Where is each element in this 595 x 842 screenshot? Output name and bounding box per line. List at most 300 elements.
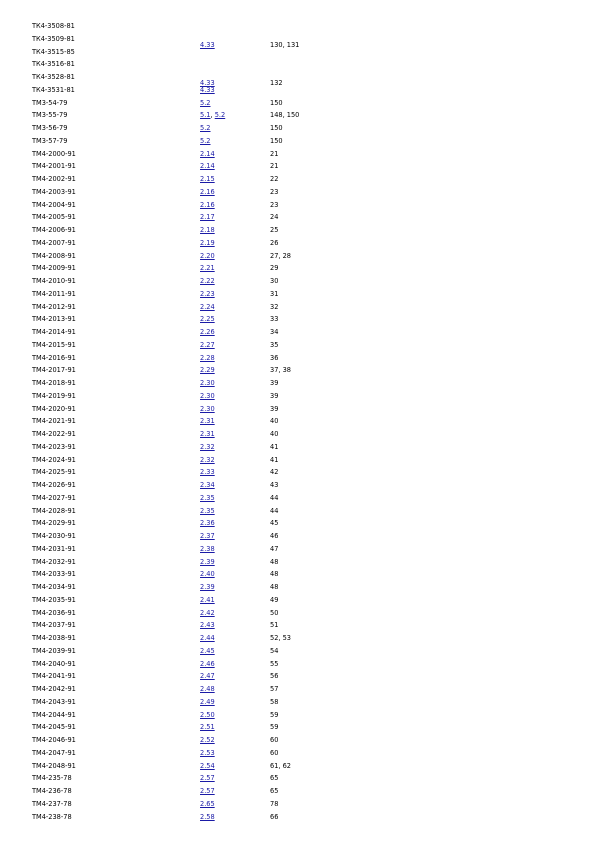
section-refs [200, 352, 215, 365]
standard-code: ТМ4-2046-91 [32, 736, 76, 744]
standard-code: ТМ4-2043-91 [32, 697, 76, 706]
section-refs [200, 798, 215, 811]
index-row [32, 772, 352, 785]
section-link[interactable]: 2.58 [200, 812, 215, 821]
index-row [32, 97, 352, 110]
section-refs [200, 543, 215, 556]
section-refs [200, 122, 211, 135]
index-row [32, 275, 352, 288]
section-refs [200, 747, 215, 760]
section-refs [200, 403, 215, 416]
index-row [32, 415, 352, 428]
page-numbers: 148, 150 [270, 111, 300, 120]
page-numbers: 57 [270, 685, 279, 693]
index-row [32, 632, 352, 645]
standard-code: ТМ4-2013-91 [32, 315, 76, 324]
index-row [32, 428, 352, 441]
page-numbers: 25 [270, 226, 279, 234]
section-link[interactable]: 2.19 [200, 238, 215, 247]
standard-code: ТМ4-238-78 [32, 812, 72, 821]
page-numbers: 40 [270, 430, 279, 438]
section-link[interactable]: 2.29 [200, 366, 215, 375]
section-refs [200, 696, 215, 709]
section-link[interactable]: 2.46 [200, 659, 215, 668]
index-row [32, 326, 352, 339]
page-numbers: 23 [270, 200, 279, 209]
page-numbers: 44 [270, 493, 279, 502]
page-numbers: 150 [270, 98, 283, 107]
section-link[interactable]: 2.35 [200, 506, 215, 515]
index-row [32, 709, 352, 722]
page-numbers: 60 [270, 748, 279, 757]
page-numbers: 44 [270, 506, 279, 515]
standard-code: ТМ3-57-79 [32, 136, 68, 145]
standard-code: ТМ4-2027-91 [32, 493, 76, 502]
page-numbers: 39 [270, 391, 279, 400]
section-link[interactable]: 2.30 [200, 404, 215, 413]
index-row [32, 211, 352, 224]
standard-code: ТМ4-2005-91 [32, 213, 76, 222]
section-link[interactable]: 2.52 [200, 736, 215, 744]
section-link[interactable]: 2.45 [200, 646, 215, 655]
section-link[interactable]: 2.26 [200, 328, 215, 336]
page-numbers: 42 [270, 468, 279, 477]
section-refs [200, 607, 215, 620]
standard-code: ТМ4-2006-91 [32, 226, 76, 234]
index-row [32, 721, 352, 734]
index-row [32, 135, 352, 148]
standard-code: ТМ4-2028-91 [32, 506, 76, 515]
standard-code: ТМ4-2024-91 [32, 455, 76, 464]
page-numbers: 150 [270, 124, 283, 132]
section-refs [200, 505, 215, 518]
section-link[interactable]: 2.57 [200, 787, 215, 795]
page-numbers: 43 [270, 481, 279, 489]
page-numbers: 29 [270, 264, 279, 273]
index-row [32, 492, 352, 505]
standard-code: ТМ4-2038-91 [32, 634, 76, 642]
section-refs [200, 377, 215, 390]
section-refs [200, 811, 215, 824]
section-refs [200, 301, 215, 314]
page-numbers: 30 [270, 277, 279, 285]
section-refs [200, 313, 215, 326]
section-refs [200, 683, 215, 696]
standard-code: ТМ4-2047-91 [32, 748, 76, 757]
standard-code: ТМ4-2011-91 [32, 289, 76, 298]
index-row [32, 173, 352, 186]
standard-code: ТМ4-2022-91 [32, 430, 76, 438]
section-link[interactable]: 2.16 [200, 187, 215, 196]
section-refs [200, 645, 215, 658]
standard-code: ТМ4-2025-91 [32, 468, 76, 477]
section-refs [200, 466, 215, 479]
section-refs [200, 275, 215, 288]
section-refs [200, 760, 215, 773]
standard-code: ТК4-3508-81 [32, 22, 75, 30]
section-refs [200, 288, 215, 301]
section-link[interactable]: 2.25 [200, 315, 215, 324]
page-numbers: 52, 53 [270, 634, 291, 642]
standard-code: ТМ4-2000-91 [32, 149, 76, 158]
standard-code: ТК4-3509-81 [32, 34, 75, 43]
standard-code: ТМ4-2032-91 [32, 557, 76, 566]
section-link[interactable]: 2.14 [200, 162, 215, 171]
page-numbers: 45 [270, 519, 279, 528]
index-row [32, 696, 352, 709]
index-row [32, 288, 352, 301]
index-row [32, 683, 352, 696]
page-numbers: 61, 62 [270, 761, 291, 770]
standard-code: ТМ4-2033-91 [32, 570, 76, 579]
section-link[interactable]: 5.1 [200, 111, 211, 120]
page-numbers: 59 [270, 710, 279, 719]
page-numbers: 66 [270, 812, 279, 821]
standard-code: ТМ4-2020-91 [32, 404, 76, 413]
standard-code: ТМ3-54-79 [32, 98, 68, 107]
section-refs [200, 173, 215, 186]
section-refs [200, 772, 215, 785]
index-row [32, 301, 352, 314]
standard-code: ТМ4-237-78 [32, 799, 72, 808]
section-refs [200, 250, 215, 263]
page-numbers: 22 [270, 175, 279, 183]
section-link[interactable]: 2.48 [200, 685, 215, 693]
standard-code: ТМ4-2035-91 [32, 595, 76, 604]
standard-code: ТМ4-2037-91 [32, 621, 76, 630]
standard-code: ТМ4-2004-91 [32, 200, 76, 209]
standards-index-table [32, 20, 352, 823]
section-link[interactable]: 2.40 [200, 570, 215, 579]
section-link[interactable]: 5.2 [200, 98, 211, 107]
section-link[interactable]: 2.24 [200, 302, 215, 311]
index-row [32, 122, 352, 135]
section-link[interactable]: 2.28 [200, 353, 215, 362]
index-row [32, 734, 352, 747]
section-link[interactable]: 2.32 [200, 442, 215, 451]
section-link[interactable]: 2.16 [200, 200, 215, 209]
index-row [32, 364, 352, 377]
page-numbers: 21 [270, 149, 279, 158]
page-numbers: 32 [270, 302, 279, 311]
index-row [32, 556, 352, 569]
section-link[interactable]: 2.39 [200, 583, 215, 591]
index-row [32, 20, 352, 33]
section-refs [200, 568, 215, 581]
index-row [32, 262, 352, 275]
standard-code: ТМ4-2044-91 [32, 710, 76, 719]
section-refs [200, 454, 215, 467]
page-numbers: 41 [270, 442, 279, 451]
standard-code: ТМ4-235-78 [32, 774, 72, 783]
section-link[interactable]: 2.15 [200, 175, 215, 183]
page-numbers: 31 [270, 289, 279, 298]
section-refs [200, 594, 215, 607]
section-link[interactable]: 2.41 [200, 595, 215, 604]
section-refs [200, 160, 215, 173]
section-link[interactable]: 4.33 [200, 79, 215, 88]
section-refs [200, 619, 215, 632]
page-numbers: 49 [270, 595, 279, 604]
section-refs [200, 211, 215, 224]
section-link[interactable]: 2.27 [200, 340, 215, 349]
index-row [32, 454, 352, 467]
section-link[interactable]: 2.30 [200, 379, 215, 387]
section-link[interactable]: 2.18 [200, 226, 215, 234]
standard-code: ТК4-3515-85 [32, 47, 75, 56]
section-link[interactable]: 2.33 [200, 468, 215, 477]
page-numbers: 78 [270, 799, 279, 808]
standard-code: ТМ4-2014-91 [32, 328, 76, 336]
index-row [32, 160, 352, 173]
standard-code: ТМ4-2034-91 [32, 583, 76, 591]
standard-code: ТМ4-2016-91 [32, 353, 76, 362]
section-link[interactable]: 2.47 [200, 672, 215, 681]
section-link[interactable]: 2.53 [200, 748, 215, 757]
section-link[interactable]: 2.65 [200, 799, 215, 808]
section-link[interactable]: 5.2 [214, 111, 226, 120]
page-numbers: 48 [270, 570, 279, 579]
section-refs [200, 148, 215, 161]
page-numbers: 37, 38 [270, 366, 291, 375]
index-row [32, 390, 352, 403]
standard-code: ТМ4-2040-91 [32, 659, 76, 668]
index-row [32, 441, 352, 454]
index-row [32, 403, 352, 416]
standard-code: ТМ4-2023-91 [32, 442, 76, 451]
ref-separator: , [210, 111, 215, 120]
index-row [32, 199, 352, 212]
index-row [32, 670, 352, 683]
section-link[interactable]: 2.22 [200, 277, 215, 285]
page-numbers: 36 [270, 353, 279, 362]
standard-code: ТМ4-2026-91 [32, 481, 76, 489]
standard-code: ТМ4-236-78 [32, 787, 72, 795]
page-numbers: 130, 131 [270, 41, 300, 50]
section-refs [200, 556, 215, 569]
index-row [32, 466, 352, 479]
section-refs [200, 237, 215, 250]
section-link[interactable]: 2.37 [200, 532, 215, 540]
index-row [32, 607, 352, 620]
standard-code: ТМ3-55-79 [32, 111, 68, 120]
index-row [32, 377, 352, 390]
section-link[interactable]: 2.57 [200, 774, 215, 783]
section-link[interactable]: 2.36 [200, 519, 215, 528]
standard-code: ТМ4-2030-91 [32, 532, 76, 540]
standard-code: ТМ4-2042-91 [32, 685, 76, 693]
page-numbers: 56 [270, 672, 279, 681]
index-row [32, 313, 352, 326]
section-link[interactable]: 2.20 [200, 251, 215, 260]
index-row [32, 760, 352, 773]
page-numbers: 27, 28 [270, 251, 291, 260]
section-refs [200, 734, 215, 747]
page-numbers: 33 [270, 315, 279, 324]
page-numbers: 48 [270, 557, 279, 566]
section-refs [200, 428, 215, 441]
section-refs [200, 492, 215, 505]
standard-code: ТК4-3528-81 [32, 73, 75, 81]
index-row [32, 594, 352, 607]
section-refs [200, 709, 215, 722]
section-link[interactable]: 2.14 [200, 149, 215, 158]
page-numbers: 41 [270, 455, 279, 464]
index-row [32, 505, 352, 518]
standard-code: ТМ4-2018-91 [32, 379, 76, 387]
section-refs [200, 632, 215, 645]
index-row [32, 543, 352, 556]
section-link[interactable]: 2.35 [200, 493, 215, 502]
standard-code: ТМ4-2029-91 [32, 519, 76, 528]
section-refs [200, 326, 215, 339]
standard-code: ТМ4-2031-91 [32, 544, 76, 553]
index-row [32, 71, 352, 88]
standard-code: ТМ3-56-79 [32, 124, 68, 132]
standard-code: ТМ4-2017-91 [32, 366, 76, 375]
page-numbers: 132 [270, 79, 283, 88]
page-numbers: 65 [270, 774, 279, 783]
index-row [32, 186, 352, 199]
section-link[interactable]: 4.33 [200, 41, 215, 50]
standard-code: ТК4-3531-81 [32, 85, 75, 94]
section-refs [200, 186, 215, 199]
section-link[interactable]: 2.17 [200, 213, 215, 222]
section-refs [200, 530, 215, 543]
index-row [32, 33, 352, 50]
section-refs [200, 224, 215, 237]
section-refs [200, 109, 225, 122]
page-numbers: 40 [270, 417, 279, 426]
standard-code: ТМ4-2008-91 [32, 251, 76, 260]
page-numbers: 60 [270, 736, 279, 744]
index-row [32, 339, 352, 352]
section-link[interactable]: 2.54 [200, 761, 215, 770]
standard-code: ТМ4-2007-91 [32, 238, 76, 247]
standard-code: ТК4-3516-81 [32, 60, 75, 69]
index-row [32, 747, 352, 760]
standard-code: ТМ4-2039-91 [32, 646, 76, 655]
index-row [32, 148, 352, 161]
section-link[interactable]: 2.43 [200, 621, 215, 630]
section-link[interactable]: 5.2 [200, 136, 211, 145]
index-row [32, 811, 352, 824]
standard-code: ТМ4-2002-91 [32, 175, 76, 183]
section-refs [200, 390, 215, 403]
index-row [32, 250, 352, 263]
section-link[interactable]: 2.39 [200, 557, 215, 566]
standard-code: ТМ4-2021-91 [32, 417, 76, 426]
index-row [32, 785, 352, 798]
section-refs [200, 339, 215, 352]
section-link[interactable]: 2.21 [200, 264, 215, 273]
index-row [32, 517, 352, 530]
page-numbers: 47 [270, 544, 279, 553]
index-row [32, 352, 352, 365]
section-link[interactable]: 2.30 [200, 391, 215, 400]
index-row [32, 479, 352, 492]
index-row [32, 581, 352, 594]
standard-code: ТМ4-2045-91 [32, 723, 76, 732]
index-row [32, 658, 352, 671]
section-link[interactable]: 2.42 [200, 608, 215, 617]
index-row [32, 46, 352, 59]
index-row [32, 58, 352, 71]
index-row [32, 619, 352, 632]
section-link[interactable]: 2.50 [200, 710, 215, 719]
index-row [32, 645, 352, 658]
page-numbers: 21 [270, 162, 279, 171]
index-row [32, 237, 352, 250]
section-refs [200, 581, 215, 594]
page-numbers: 35 [270, 340, 279, 349]
section-link[interactable]: 2.34 [200, 481, 215, 489]
section-link[interactable]: 2.49 [200, 697, 215, 706]
page-numbers: 26 [270, 238, 279, 247]
page-numbers: 51 [270, 621, 279, 630]
section-link[interactable]: 2.38 [200, 544, 215, 553]
index-row [32, 109, 352, 122]
index-row [32, 568, 352, 581]
section-link[interactable]: 5.2 [200, 124, 211, 132]
section-link[interactable]: 2.23 [200, 289, 215, 298]
section-refs [200, 199, 215, 212]
page-numbers: 150 [270, 136, 283, 145]
page-numbers: 55 [270, 659, 279, 668]
standard-code: ТМ4-2048-91 [32, 761, 76, 770]
page-numbers: 46 [270, 532, 279, 540]
page-numbers: 39 [270, 379, 279, 387]
section-link[interactable]: 4.33 [200, 85, 215, 94]
index-row [32, 530, 352, 543]
standard-code: ТМ4-2015-91 [32, 340, 76, 349]
page-numbers: 59 [270, 723, 279, 732]
section-refs [200, 517, 215, 530]
index-row [32, 84, 352, 97]
section-refs [200, 670, 215, 683]
standard-code: ТМ4-2012-91 [32, 302, 76, 311]
section-link[interactable]: 2.51 [200, 723, 215, 732]
standard-code: ТМ4-2019-91 [32, 391, 76, 400]
section-refs [200, 97, 211, 110]
standard-code: ТМ4-2001-91 [32, 162, 76, 171]
section-link[interactable]: 2.31 [200, 430, 215, 438]
section-refs [200, 441, 215, 454]
section-refs [200, 135, 211, 148]
index-row [32, 224, 352, 237]
index-row [32, 798, 352, 811]
section-link[interactable]: 2.31 [200, 417, 215, 426]
standard-code: ТМ4-2009-91 [32, 264, 76, 273]
page-numbers: 23 [270, 187, 279, 196]
section-refs [200, 479, 215, 492]
section-refs [200, 84, 215, 97]
standard-code: ТМ4-2041-91 [32, 672, 76, 681]
section-link[interactable]: 2.32 [200, 455, 215, 464]
section-refs [200, 415, 215, 428]
page-numbers: 65 [270, 787, 279, 795]
section-refs [200, 721, 215, 734]
section-refs [200, 658, 215, 671]
section-link[interactable]: 2.44 [200, 634, 215, 642]
page-numbers: 39 [270, 404, 279, 413]
page-numbers: 54 [270, 646, 279, 655]
standard-code: ТМ4-2036-91 [32, 608, 76, 617]
standard-code: ТМ4-2010-91 [32, 277, 76, 285]
page-numbers: 34 [270, 328, 279, 336]
standard-code: ТМ4-2003-91 [32, 187, 76, 196]
section-refs [200, 262, 215, 275]
